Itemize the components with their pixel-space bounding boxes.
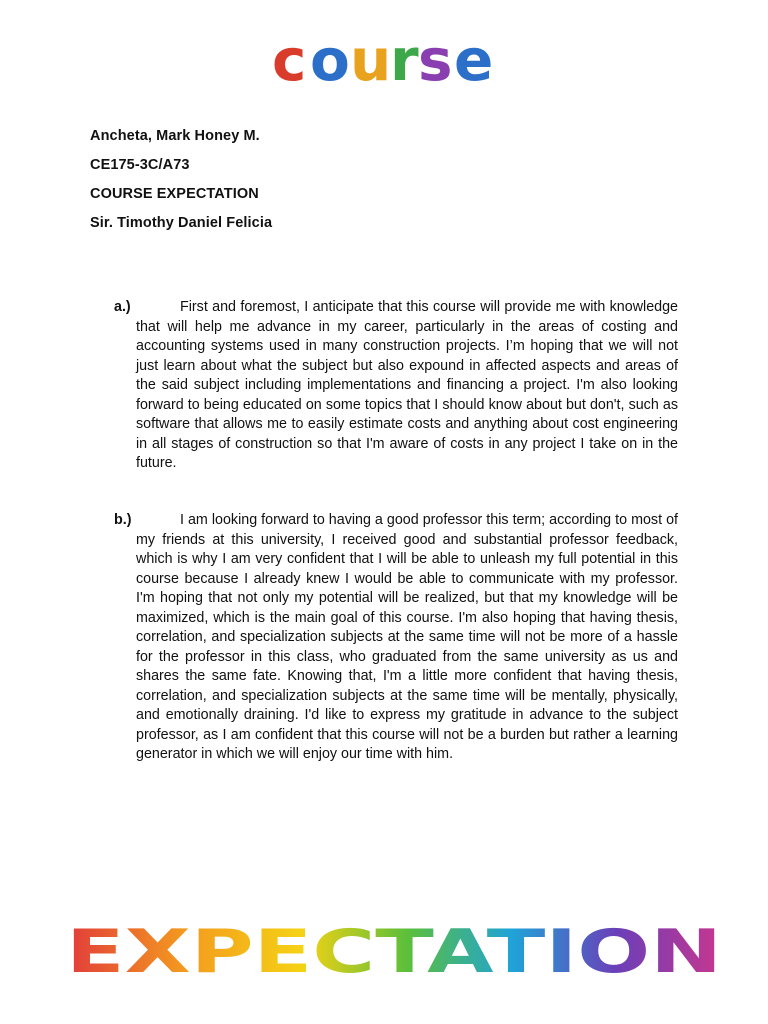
course-logo-o: o bbox=[310, 28, 350, 92]
course-logo bbox=[268, 28, 500, 92]
student-name: Ancheta, Mark Honey M. bbox=[90, 128, 260, 144]
expectation-logo bbox=[64, 926, 724, 978]
document-header bbox=[90, 122, 272, 238]
course-logo-u: u bbox=[350, 28, 392, 92]
instructor-name: Sir. Timothy Daniel Felicia bbox=[90, 215, 273, 231]
document-title: COURSE EXPECTATION bbox=[90, 186, 259, 202]
course-logo-e: e bbox=[454, 28, 494, 92]
expectation-logo-text: EXPECTATION bbox=[66, 926, 722, 978]
course-logo-c: c bbox=[272, 28, 307, 92]
expectation-item-b bbox=[114, 511, 678, 765]
expectation-item-a bbox=[114, 298, 678, 474]
course-logo-s: s bbox=[418, 28, 453, 92]
item-marker: a.) bbox=[114, 299, 131, 315]
item-marker: b.) bbox=[114, 512, 132, 528]
item-paragraph: First and foremost, I anticipate that this course will provide me with knowledge that will help me advance in my career, particularly in the areas of costing and accounting systems used in many construction projects. I’m hoping that we will not just learn about what the subject but also expound in affected aspects and areas of the said subject including implementations and financing a project. I'm also looking forward to being educated on some topics that I should know about but don't, such as software that allows me to easily estimate costs and anything about cost engineering in all stages of construction so that I'm aware of costs in any project I take on in the future. bbox=[136, 299, 678, 471]
course-section: CE175-3C/A73 bbox=[90, 157, 190, 173]
item-paragraph: I am looking forward to having a good professor this term; according to most of my friends at this university, I received good and substantial professor feedback, which is why I am very confident that I will be able to unleash my full potential in this course because I already knew I would be able to communicate with my professor. I'm hoping that not only my potential will be realized, but that my knowledge will be maximized, which is the main goal of this course. I'm also hoping that having thesis, correlation, and specialization subjects at the same time will not be more of a hassle for the professor in this class, who graduated from the same university as us and shares the same fate. Knowing that, I'm a little more confident that having thesis, correlation, and specialization subjects at the same time will be mentally, physically, and emotionally draining. I'd like to express my gratitude in advance to the subject professor, as I am confident that this course will not be a burden but rather a learning generator in which we will enjoy our time with him. bbox=[136, 512, 678, 762]
course-logo-r: r bbox=[390, 28, 419, 92]
